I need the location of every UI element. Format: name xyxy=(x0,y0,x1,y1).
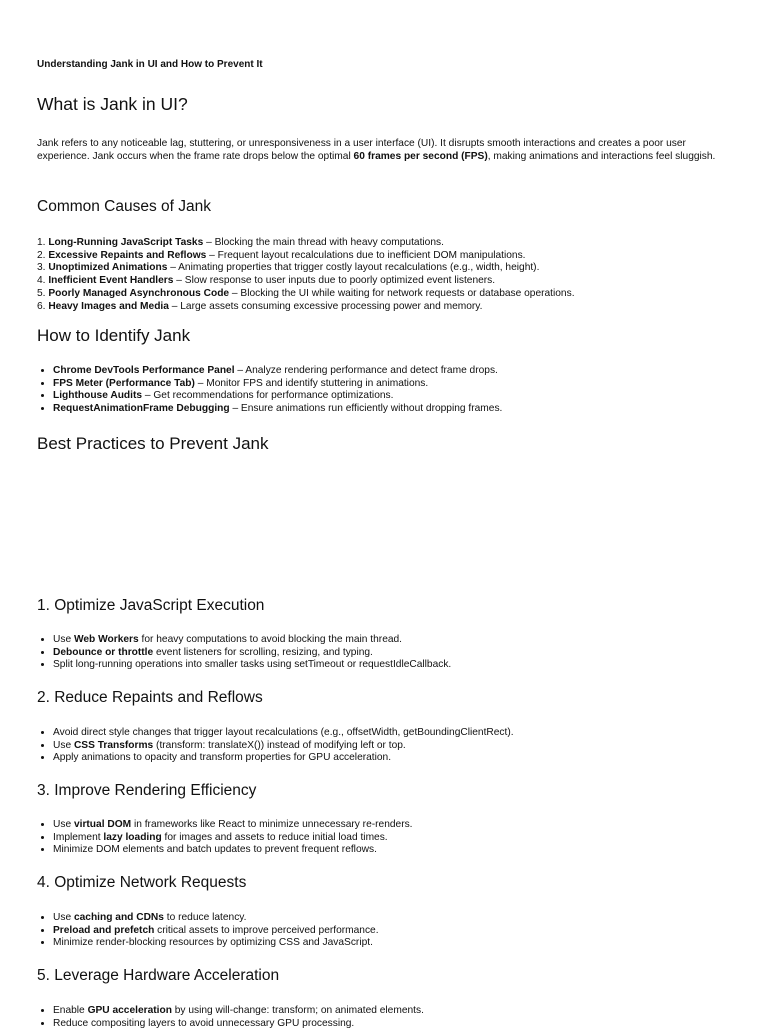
list-item xyxy=(53,844,413,857)
list-item xyxy=(37,250,575,263)
paragraph-text-end: , making animations and interactions feel sluggish. xyxy=(487,150,716,162)
item-text: by using will-change: transform; on animated elements. xyxy=(171,1005,424,1016)
identify-list xyxy=(37,365,502,416)
heading-optimize-js: 1. Optimize JavaScript Execution xyxy=(37,597,265,614)
heading-how-to-identify: How to Identify Jank xyxy=(37,326,191,345)
item-text: Use xyxy=(53,912,74,923)
list-item xyxy=(53,1005,424,1018)
item-text: Use xyxy=(53,819,74,830)
heading-common-causes: Common Causes of Jank xyxy=(37,198,212,215)
list-item xyxy=(37,275,575,288)
list-item xyxy=(53,925,379,938)
list-item xyxy=(53,740,514,753)
item-text: Implement xyxy=(53,831,104,843)
item-number: 1. xyxy=(37,237,49,248)
item-bold: caching and CDNs xyxy=(73,912,164,923)
item-text: – Ensure animations run efficiently without dropping frames. xyxy=(229,403,503,415)
item-bold: Chrome DevTools Performance Panel xyxy=(53,365,235,376)
item-number: 5. xyxy=(37,287,49,299)
item-bold: Lighthouse Audits xyxy=(53,390,143,402)
item-bold: GPU acceleration xyxy=(87,1005,172,1016)
list-item xyxy=(53,912,379,925)
item-bold: lazy loading xyxy=(103,831,162,843)
heading-hardware-acceleration: 5. Leverage Hardware Acceleration xyxy=(37,967,280,984)
item-text: Use xyxy=(53,739,74,751)
item-number: 6. xyxy=(37,300,49,312)
item-number: 2. xyxy=(37,249,49,261)
item-bold: Long-Running JavaScript Tasks xyxy=(48,237,204,248)
heading-rendering-efficiency: 3. Improve Rendering Efficiency xyxy=(37,782,257,799)
item-bold: RequestAnimationFrame Debugging xyxy=(53,403,230,415)
item-text: Split long-running operations into smaller tasks using setTimeout or requestIdleCallback. xyxy=(53,659,452,671)
item-bold: Heavy Images and Media xyxy=(48,300,169,312)
item-text: – Get recommendations for performance optimizations. xyxy=(142,390,394,402)
item-bold: CSS Transforms xyxy=(73,739,154,751)
list-item xyxy=(53,727,514,740)
item-text: Apply animations to opacity and transform properties for GPU acceleration. xyxy=(53,752,392,764)
item-bold: Unoptimized Animations xyxy=(48,262,168,274)
item-bold: Preload and prefetch xyxy=(53,924,155,936)
list-item xyxy=(53,819,413,832)
network-requests-list xyxy=(37,912,379,950)
item-bold: Inefficient Event Handlers xyxy=(48,275,174,287)
optimize-js-list xyxy=(37,634,451,672)
item-bold: FPS Meter (Performance Tab) xyxy=(53,377,195,389)
item-text: (transform: translateX()) instead of modifying left or top. xyxy=(153,739,406,751)
rendering-efficiency-list xyxy=(37,819,413,857)
list-item xyxy=(53,403,502,416)
item-text: for heavy computations to avoid blocking the main thread. xyxy=(138,634,403,645)
list-item xyxy=(53,647,451,660)
item-text: – Monitor FPS and identify stuttering in animations. xyxy=(194,377,429,389)
item-bold: Excessive Repaints and Reflows xyxy=(48,249,207,261)
item-bold: Poorly Managed Asynchronous Code xyxy=(48,287,230,299)
item-text: for images and assets to reduce initial load times. xyxy=(161,831,388,843)
list-item xyxy=(53,390,502,403)
item-text: Avoid direct style changes that trigger layout recalculations (e.g., offsetWidth, getBoundingClientRect). xyxy=(53,727,514,738)
list-item xyxy=(37,262,575,275)
item-text: Reduce compositing layers to avoid unnecessary GPU processing. xyxy=(53,1017,355,1029)
item-text: event listeners for scrolling, resizing, and typing. xyxy=(153,646,373,658)
item-bold: Web Workers xyxy=(73,634,139,645)
hardware-acceleration-list xyxy=(37,1005,424,1030)
paragraph-jank-definition xyxy=(37,138,727,163)
item-text: – Analyze rendering performance and detect frame drops. xyxy=(234,365,498,376)
item-text: – Slow response to user inputs due to poorly optimized event listeners. xyxy=(173,275,496,287)
heading-best-practices: Best Practices to Prevent Jank xyxy=(37,434,269,453)
list-item xyxy=(53,752,514,765)
paragraph-bold-fps: 60 frames per second (FPS) xyxy=(353,150,488,162)
item-bold: Debounce or throttle xyxy=(53,646,154,658)
item-bold: virtual DOM xyxy=(73,819,132,830)
list-item xyxy=(53,365,502,378)
heading-network-requests: 4. Optimize Network Requests xyxy=(37,874,247,891)
item-text: critical assets to improve perceived performance. xyxy=(154,924,379,936)
list-item xyxy=(37,288,575,301)
list-item xyxy=(53,378,502,391)
list-item xyxy=(37,237,575,250)
heading-reduce-repaints: 2. Reduce Repaints and Reflows xyxy=(37,689,263,706)
item-text: Use xyxy=(53,634,74,645)
document-title: Understanding Jank in UI and How to Prevent It xyxy=(37,59,263,70)
list-item xyxy=(37,301,575,314)
item-text: Enable xyxy=(53,1005,88,1016)
causes-list xyxy=(37,237,575,313)
item-number: 4. xyxy=(37,275,49,287)
item-number: 3. xyxy=(37,262,49,274)
paragraph-text: Jank refers to any noticeable lag, stuttering, or unresponsiveness in a user interface (UI). It disrupts smooth interactions and creates a poor user experience. Jank occurs when the frame rate drops below the optimal xyxy=(37,138,686,162)
item-text: Minimize render-blocking resources by optimizing CSS and JavaScript. xyxy=(53,937,373,949)
item-text: – Blocking the UI while waiting for network requests or database operations. xyxy=(229,287,575,299)
list-item xyxy=(53,634,451,647)
item-text: to reduce latency. xyxy=(163,912,247,923)
item-text: – Large assets consuming excessive processing power and memory. xyxy=(168,300,483,312)
reduce-repaints-list xyxy=(37,727,514,765)
item-text: in frameworks like React to minimize unnecessary re-renders. xyxy=(131,819,413,830)
item-text: – Frequent layout recalculations due to inefficient DOM manipulations. xyxy=(206,249,526,261)
item-text: – Animating properties that trigger costly layout recalculations (e.g., width, height). xyxy=(167,262,540,274)
list-item xyxy=(53,937,379,950)
list-item xyxy=(53,659,451,672)
list-item xyxy=(53,832,413,845)
item-text: Minimize DOM elements and batch updates to prevent frequent reflows. xyxy=(53,844,377,856)
heading-what-is-jank: What is Jank in UI? xyxy=(37,94,188,114)
item-text: – Blocking the main thread with heavy computations. xyxy=(203,237,444,248)
